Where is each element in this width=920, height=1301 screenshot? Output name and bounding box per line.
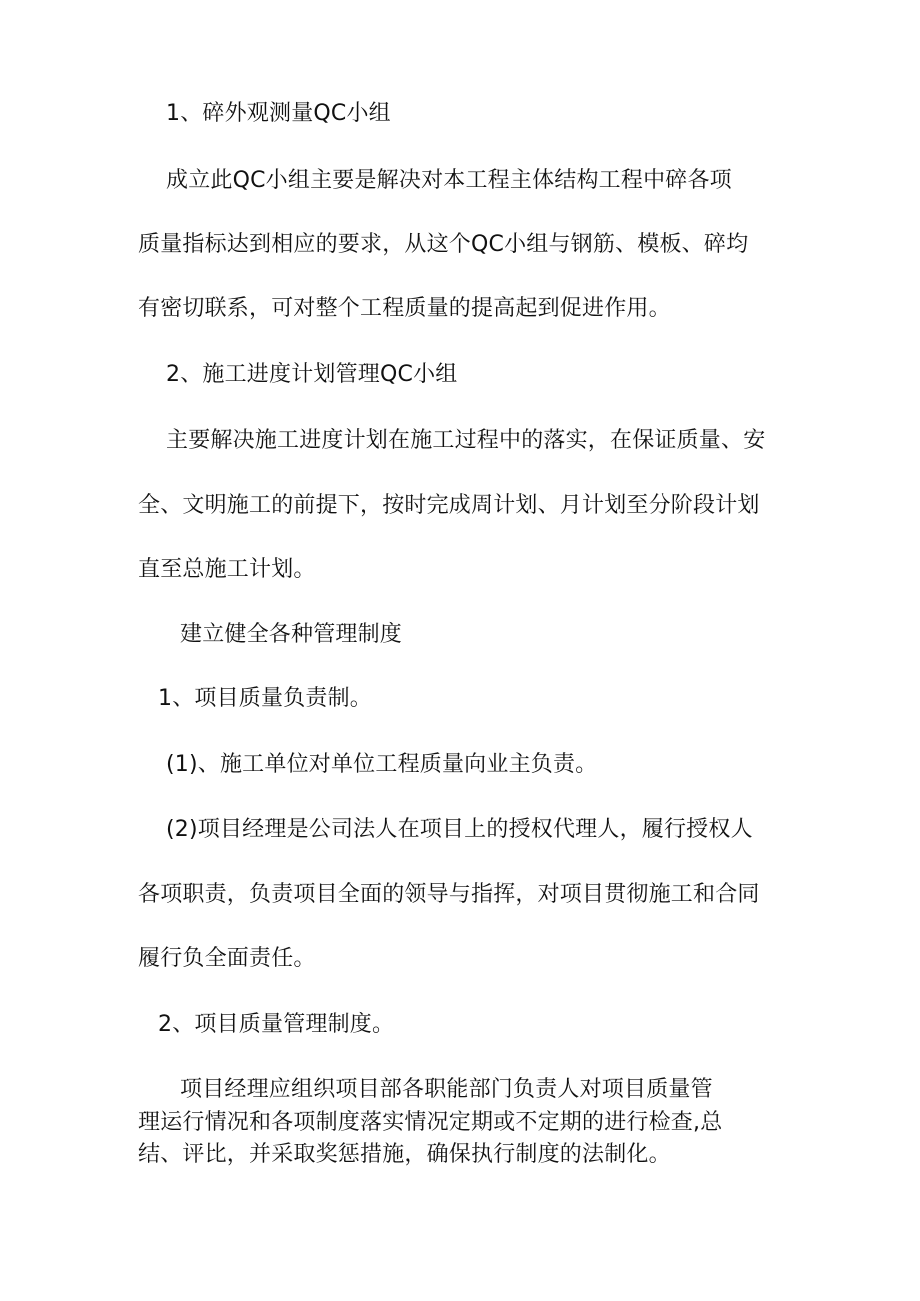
paragraph-line: 成立此QC小组主要是解决对本工程主体结构工程中碎各项 <box>166 168 732 193</box>
paragraph-line: 各项职责，负责项目全面的领导与指挥，对项目贯彻施工和合同 <box>138 882 760 907</box>
paragraph-line: 履行负全面责任。 <box>138 946 316 971</box>
paragraph-line: 全、文明施工的前提下，按时完成周计划、月计划至分阶段计划 <box>138 493 760 518</box>
heading-qc-group-1: 1、碎外观测量QC小组 <box>166 101 391 126</box>
paragraph-line: 质量指标达到相应的要求，从这个QC小组与钢筋、模板、碎均 <box>138 232 749 257</box>
paragraph-line: 主要解决施工进度计划在施工过程中的落实，在保证质量、安 <box>166 428 766 453</box>
list-item-heading: 2、项目质量管理制度。 <box>158 1012 395 1037</box>
paragraph-line: 理运行情况和各项制度落实情况定期或不定期的进行检查,总 <box>138 1110 723 1135</box>
heading-qc-group-2: 2、施工进度计划管理QC小组 <box>166 362 458 387</box>
paragraph-line: 直至总施工计划。 <box>138 557 316 582</box>
paragraph-line: 结、评比，并采取奖惩措施，确保执行制度的法制化。 <box>138 1142 671 1167</box>
paragraph-line: 项目经理应组织项目部各职能部门负责人对项目质量管 <box>180 1077 713 1102</box>
list-subitem: (2)项目经理是公司法人在项目上的授权代理人，履行授权人 <box>166 817 753 842</box>
section-heading: 建立健全各种管理制度 <box>180 622 403 647</box>
list-item-heading: 1、项目质量负责制。 <box>158 686 372 711</box>
paragraph-line: 有密切联系，可对整个工程质量的提高起到促进作用。 <box>138 296 671 321</box>
list-subitem: (1)、施工单位对单位工程质量向业主负责。 <box>166 752 598 777</box>
